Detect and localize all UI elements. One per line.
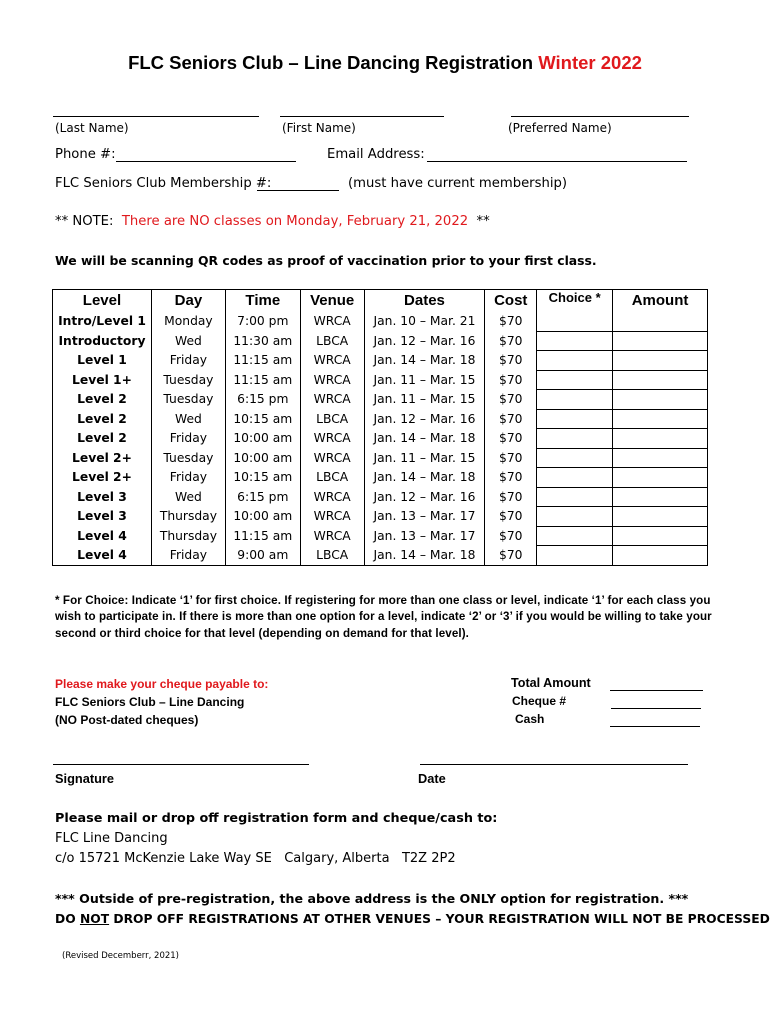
table-row	[53, 390, 708, 410]
warning-rest: DROP OFF REGISTRATIONS AT OTHER VENUES – YOUR REGISTRATION WILL NOT BE PROCESSED	[109, 912, 770, 926]
venue-cell: WRCA	[300, 351, 364, 371]
revised-date: (Revised Decemberr, 2021)	[62, 951, 179, 961]
total-amount-field[interactable]	[610, 690, 703, 691]
dates-cell: Jan. 13 – Mar. 17	[364, 507, 485, 527]
membership-label: FLC Seniors Club Membership #:	[55, 176, 272, 191]
mail-name: FLC Line Dancing	[55, 831, 168, 846]
amount-input[interactable]	[613, 487, 708, 507]
only-option-warning: *** Outside of pre-registration, the above address is the ONLY option for registration. ***	[55, 891, 689, 906]
amount-input[interactable]	[613, 312, 708, 332]
choice-input[interactable]	[537, 487, 613, 507]
choice-input[interactable]	[537, 468, 613, 488]
preferred-name-label: (Preferred Name)	[508, 121, 612, 135]
amount-input[interactable]	[613, 507, 708, 527]
time-cell: 10:15 am	[225, 409, 300, 429]
amount-input[interactable]	[613, 351, 708, 371]
mail-instruction: Please mail or drop off registration form and cheque/cash to:	[55, 811, 498, 826]
note-suffix: **	[476, 214, 490, 229]
membership-note: (must have current membership)	[348, 176, 568, 191]
membership-field[interactable]	[257, 190, 339, 191]
table-row	[53, 312, 708, 332]
choice-input[interactable]	[537, 448, 613, 468]
last-name-label: (Last Name)	[55, 121, 129, 135]
amount-input[interactable]	[613, 370, 708, 390]
mail-address: c/o 15721 McKenzie Lake Way SE Calgary, Alberta T2Z 2P2	[55, 851, 456, 866]
table-row	[53, 546, 708, 566]
venue-cell: WRCA	[300, 429, 364, 449]
venue-cell: WRCA	[300, 390, 364, 410]
dates-cell: Jan. 14 – Mar. 18	[364, 546, 485, 566]
dates-cell: Jan. 12 – Mar. 16	[364, 409, 485, 429]
dates-cell: Jan. 14 – Mar. 18	[364, 468, 485, 488]
closure-note	[55, 214, 490, 229]
day-cell: Friday	[151, 429, 225, 449]
email-field[interactable]	[427, 161, 687, 162]
cheque-label: Cheque #	[512, 694, 567, 708]
day-cell: Wed	[151, 409, 225, 429]
cost-cell: $70	[485, 312, 537, 332]
note-prefix: ** NOTE:	[55, 214, 114, 229]
venue-warning	[55, 912, 770, 926]
venue-cell: LBCA	[300, 331, 364, 351]
dates-cell: Jan. 14 – Mar. 18	[364, 351, 485, 371]
cost-cell: $70	[485, 370, 537, 390]
dates-cell: Jan. 11 – Mar. 15	[364, 390, 485, 410]
no-postdated: (NO Post-dated cheques)	[55, 713, 199, 727]
amount-input[interactable]	[613, 409, 708, 429]
total-amount-label: Total Amount	[511, 676, 591, 690]
level-cell: Level 1	[53, 351, 152, 371]
venue-cell: WRCA	[300, 448, 364, 468]
level-cell: Level 3	[53, 507, 152, 527]
venue-cell: WRCA	[300, 312, 364, 332]
title-season: Winter 2022	[538, 52, 642, 73]
choice-input[interactable]	[537, 331, 613, 351]
time-cell: 10:00 am	[225, 448, 300, 468]
time-cell: 9:00 am	[225, 546, 300, 566]
amount-input[interactable]	[613, 429, 708, 449]
phone-field[interactable]	[116, 161, 296, 162]
level-cell: Level 4	[53, 546, 152, 566]
header-amount: Amount	[613, 290, 708, 312]
time-cell: 11:15 am	[225, 370, 300, 390]
amount-input[interactable]	[613, 331, 708, 351]
time-cell: 11:15 am	[225, 351, 300, 371]
level-cell: Level 3	[53, 487, 152, 507]
warning-do: DO	[55, 912, 80, 926]
cheque-field[interactable]	[611, 708, 701, 709]
level-cell: Level 1+	[53, 370, 152, 390]
level-cell: Level 2	[53, 429, 152, 449]
day-cell: Wed	[151, 487, 225, 507]
cost-cell: $70	[485, 390, 537, 410]
level-cell: Introductory	[53, 331, 152, 351]
level-cell: Level 2	[53, 390, 152, 410]
time-cell: 6:15 pm	[225, 390, 300, 410]
choice-input[interactable]	[537, 312, 613, 332]
payable-heading: Please make your cheque payable to:	[55, 677, 269, 691]
venue-cell: WRCA	[300, 370, 364, 390]
header-dates: Dates	[364, 290, 485, 312]
time-cell: 11:30 am	[225, 331, 300, 351]
header-cost: Cost	[485, 290, 537, 312]
day-cell: Tuesday	[151, 390, 225, 410]
payee-name: FLC Seniors Club – Line Dancing	[55, 695, 245, 709]
day-cell: Friday	[151, 351, 225, 371]
vaccination-note: We will be scanning QR codes as proof of vaccination prior to your first class.	[55, 253, 597, 268]
header-level: Level	[53, 290, 152, 312]
level-cell: Level 2+	[53, 468, 152, 488]
choice-input[interactable]	[537, 546, 613, 566]
cash-label: Cash	[515, 712, 545, 726]
level-cell: Level 2+	[53, 448, 152, 468]
cost-cell: $70	[485, 468, 537, 488]
date-field[interactable]	[420, 764, 688, 765]
time-cell: 11:15 am	[225, 526, 300, 546]
day-cell: Thursday	[151, 507, 225, 527]
dates-cell: Jan. 13 – Mar. 17	[364, 526, 485, 546]
time-cell: 10:00 am	[225, 429, 300, 449]
choice-input[interactable]	[537, 429, 613, 449]
cost-cell: $70	[485, 507, 537, 527]
choice-footnote: * For Choice: Indicate ‘1’ for first choice. If registering for more than one class or level, indicate ‘1’ for each class you wish to participate in. If there is more than one option for a level, indicate ‘2’ or ‘3’ if you would be willing to take your second or third choice for that level (depending on demand for that level).	[55, 594, 712, 640]
table-row	[53, 409, 708, 429]
cost-cell: $70	[485, 351, 537, 371]
day-cell: Thursday	[151, 526, 225, 546]
note-message: There are NO classes on Monday, February 21, 2022	[121, 214, 469, 229]
amount-input[interactable]	[613, 390, 708, 410]
venue-cell: WRCA	[300, 487, 364, 507]
day-cell: Friday	[151, 546, 225, 566]
time-cell: 10:00 am	[225, 507, 300, 527]
dates-cell: Jan. 14 – Mar. 18	[364, 429, 485, 449]
venue-cell: WRCA	[300, 526, 364, 546]
cost-cell: $70	[485, 526, 537, 546]
day-cell: Monday	[151, 312, 225, 332]
venue-cell: LBCA	[300, 546, 364, 566]
cost-cell: $70	[485, 409, 537, 429]
day-cell: Tuesday	[151, 448, 225, 468]
choice-input[interactable]	[537, 351, 613, 371]
header-choice: Choice *	[537, 290, 613, 312]
time-cell: 6:15 pm	[225, 487, 300, 507]
venue-cell: LBCA	[300, 468, 364, 488]
cost-cell: $70	[485, 546, 537, 566]
title-main: FLC Seniors Club – Line Dancing Registration	[128, 52, 539, 73]
signature-label: Signature	[55, 771, 115, 786]
choice-input[interactable]	[537, 526, 613, 546]
table-row	[53, 351, 708, 371]
table-row	[53, 526, 708, 546]
cash-field[interactable]	[610, 726, 700, 727]
dates-cell: Jan. 10 – Mar. 21	[364, 312, 485, 332]
dates-cell: Jan. 11 – Mar. 15	[364, 370, 485, 390]
header-day: Day	[151, 290, 225, 312]
level-cell: Level 4	[53, 526, 152, 546]
schedule-header	[53, 290, 708, 312]
level-cell: Intro/Level 1	[53, 312, 152, 332]
header-time: Time	[225, 290, 300, 312]
amount-input[interactable]	[613, 526, 708, 546]
day-cell: Wed	[151, 331, 225, 351]
signature-field[interactable]	[53, 764, 309, 765]
schedule-table	[52, 289, 708, 566]
cost-cell: $70	[485, 448, 537, 468]
page-title	[0, 52, 770, 74]
table-row	[53, 370, 708, 390]
table-row	[53, 507, 708, 527]
amount-input[interactable]	[613, 546, 708, 566]
choice-input[interactable]	[537, 390, 613, 410]
day-cell: Tuesday	[151, 370, 225, 390]
last-name-field[interactable]	[53, 116, 259, 117]
time-cell: 10:15 am	[225, 468, 300, 488]
table-row	[53, 331, 708, 351]
choice-input[interactable]	[537, 370, 613, 390]
dates-cell: Jan. 12 – Mar. 16	[364, 487, 485, 507]
first-name-label: (First Name)	[282, 121, 356, 135]
time-cell: 7:00 pm	[225, 312, 300, 332]
dates-cell: Jan. 11 – Mar. 15	[364, 448, 485, 468]
first-name-field[interactable]	[280, 116, 444, 117]
preferred-name-field[interactable]	[511, 116, 689, 117]
table-row	[53, 429, 708, 449]
choice-input[interactable]	[537, 507, 613, 527]
level-cell: Level 2	[53, 409, 152, 429]
day-cell: Friday	[151, 468, 225, 488]
warning-not: NOT	[79, 912, 110, 926]
venue-cell: WRCA	[300, 507, 364, 527]
amount-input[interactable]	[613, 448, 708, 468]
table-row	[53, 487, 708, 507]
table-row	[53, 448, 708, 468]
cost-cell: $70	[485, 487, 537, 507]
cost-cell: $70	[485, 331, 537, 351]
venue-cell: LBCA	[300, 409, 364, 429]
date-label: Date	[418, 771, 446, 786]
table-row	[53, 468, 708, 488]
email-label: Email Address:	[327, 147, 425, 162]
cost-cell: $70	[485, 429, 537, 449]
dates-cell: Jan. 12 – Mar. 16	[364, 331, 485, 351]
header-venue: Venue	[300, 290, 364, 312]
choice-input[interactable]	[537, 409, 613, 429]
phone-label: Phone #:	[55, 147, 116, 162]
amount-input[interactable]	[613, 468, 708, 488]
